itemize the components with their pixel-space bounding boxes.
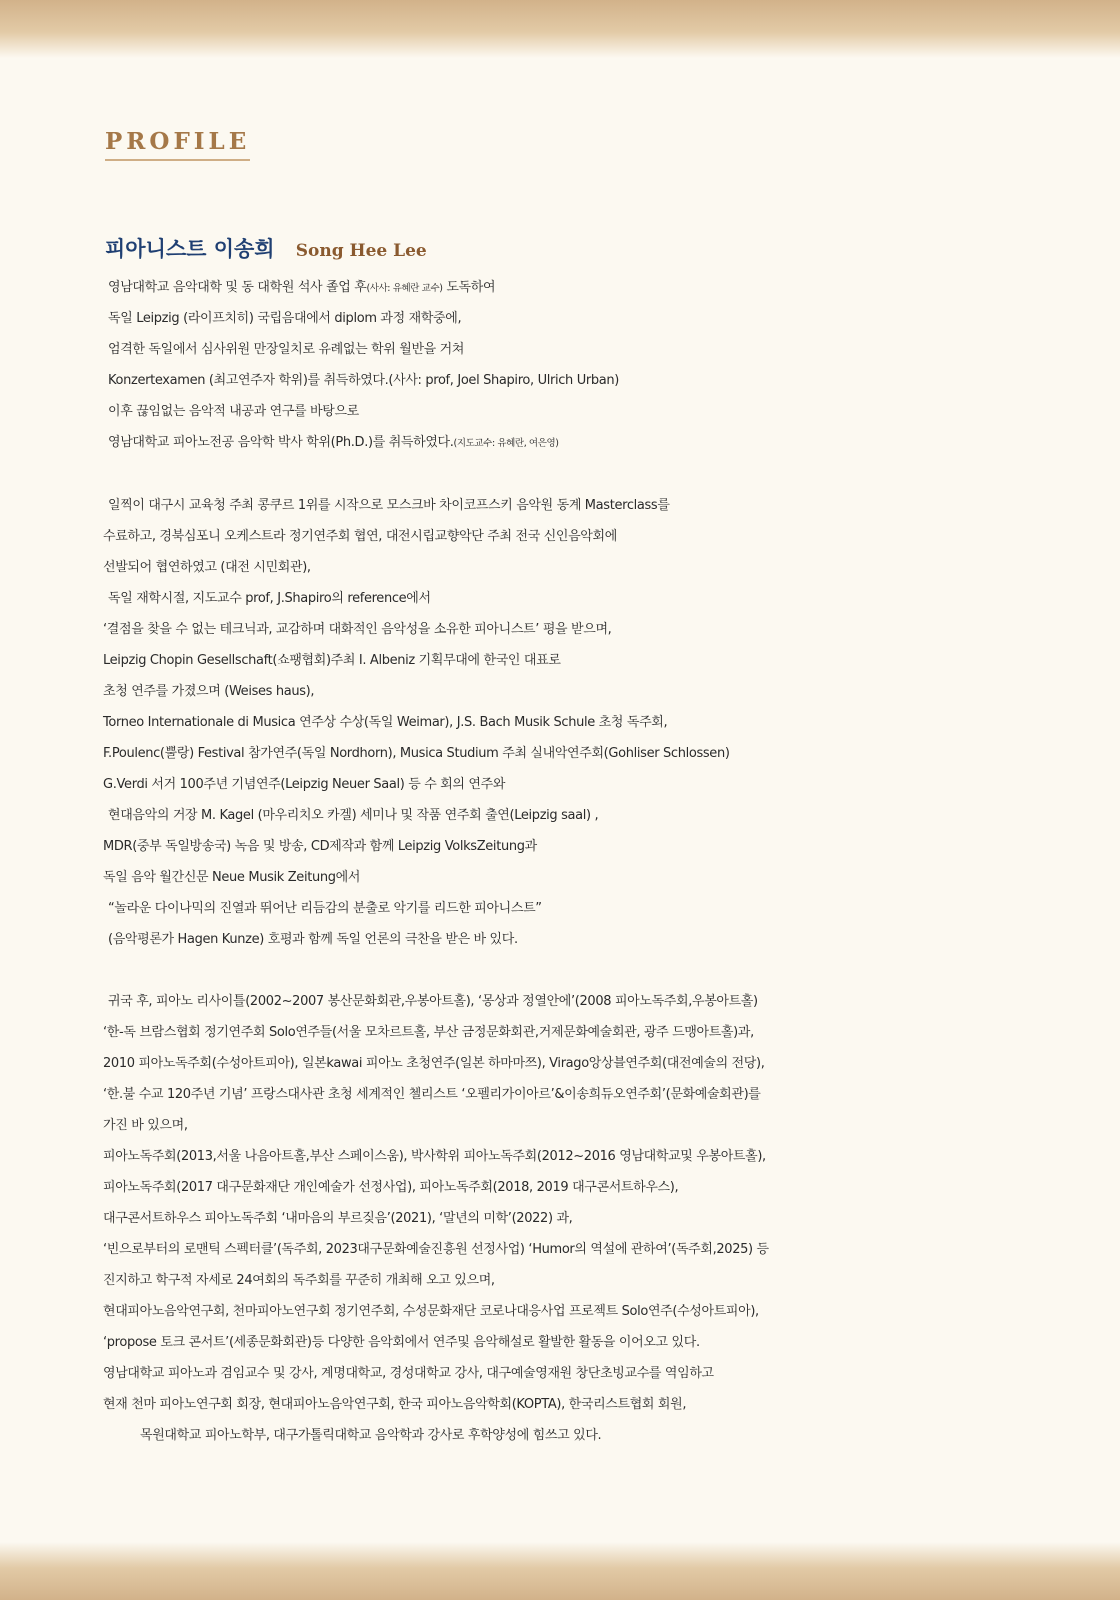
bio-line: (음악평론가 Hagen Kunze) 호평과 함께 독일 언론의 극찬을 받은 바 있다. bbox=[108, 932, 518, 947]
bio-line: Torneo Internationale di Musica 연주상 수상(독일 Weimar), J.S. Bach Musik Schule 초청 독주회, bbox=[103, 715, 668, 730]
top-decorative-band bbox=[0, 0, 1120, 58]
bio-line: ‘빈으로부터의 로맨틱 스펙터클’(독주회, 2023대구문화예술진흥원 선정사업) ‘Humor의 역설에 관하여’(독주회,2025) 등 bbox=[103, 1242, 769, 1257]
bio-line: 수료하고, 경북심포니 오케스트라 정기연주회 협연, 대전시립교향악단 주최 전국 신인음악회에 bbox=[103, 529, 617, 544]
bio-line: “놀라운 다이나믹의 진열과 뛰어난 리듬감의 분출로 악기를 리드한 피아니스트” bbox=[108, 901, 542, 916]
bio-line: ‘propose 토크 콘서트’(세종문화회관)등 다양한 음악회에서 연주및 음악해설로 활발한 활동을 이어오고 있다. bbox=[103, 1335, 700, 1350]
section-title: PROFILE bbox=[105, 128, 250, 161]
bio-line: 초청 연주를 가졌으며 (Weises haus), bbox=[103, 684, 315, 699]
bio-line: 귀국 후, 피아노 리사이틀(2002~2007 봉산문화회관,우봉아트홀), ‘몽상과 정열안에’(2008 피아노독주회,우봉아트홀) bbox=[108, 994, 758, 1009]
bio-line: 영남대학교 피아노전공 음악학 박사 학위(Ph.D.)를 취득하였다.(지도교수: 유혜란, 여은영) bbox=[108, 435, 559, 450]
bio-line: 현대피아노음악연구회, 천마피아노연구회 정기연주회, 수성문화재단 코로나대응사업 프로젝트 Solo연주(수성아트피아), bbox=[103, 1304, 759, 1319]
bio-line: 독일 음악 월간신문 Neue Musik Zeitung에서 bbox=[103, 870, 361, 885]
bio-line: 현재 천마 피아노연구회 회장, 현대피아노음악연구회, 한국 피아노음악학회(KOPTA), 한국리스트협회 회원, bbox=[103, 1397, 687, 1412]
name-korean: 피아니스트 이송희 bbox=[105, 237, 275, 261]
bio-line: F.Poulenc(뿔랑) Festival 참가연주(독일 Nordhorn), Musica Studium 주최 실내악연주회(Gohliser Schlossen) bbox=[103, 746, 730, 761]
bio-line: ‘결점을 찾을 수 없는 테크닉과, 교감하며 대화적인 음악성을 소유한 피아니스트’ 평을 받으며, bbox=[103, 622, 612, 637]
bio-line: 영남대학교 피아노과 겸임교수 및 강사, 계명대학교, 경성대학교 강사, 대구예술영재원 창단초빙교수를 역임하고 bbox=[103, 1366, 714, 1381]
performer-name bbox=[105, 226, 427, 264]
bio-line: 피아노독주회(2013,서울 나음아트홀,부산 스페이스움), 박사학위 피아노독주회(2012~2016 영남대학교및 우봉아트홀), bbox=[103, 1149, 766, 1164]
bio-line: 현대음악의 거장 M. Kagel (마우리치오 카겔) 세미나 및 작품 연주회 출연(Leipzig saal) , bbox=[108, 808, 599, 823]
bio-line: 선발되어 협연하였고 (대전 시민회관), bbox=[103, 560, 311, 575]
bio-line: G.Verdi 서거 100주년 기념연주(Leipzig Neuer Saal) 등 수 회의 연주와 bbox=[103, 777, 506, 792]
bio-line: 대구콘서트하우스 피아노독주회 ‘내마음의 부르짖음’(2021), ‘말년의 미학’(2022) 과, bbox=[103, 1211, 573, 1226]
bio-line: 엄격한 독일에서 심사위원 만장일치로 유례없는 학위 월반을 거쳐 bbox=[108, 342, 465, 357]
bio-line: ‘한-독 브람스협회 정기연주회 Solo연주들(서울 모차르트홀, 부산 금정문화회관,거제문화예술회관, 광주 드맹아트홀)과, bbox=[103, 1025, 754, 1040]
bio-line: 일찍이 대구시 교육청 주최 콩쿠르 1위를 시작으로 모스크바 차이코프스키 음악원 동계 Masterclass를 bbox=[108, 498, 670, 513]
bio-line: ‘한.불 수교 120주년 기념’ 프랑스대사관 초청 세계적인 첼리스트 ‘오펠리가이아르’&이송희듀오연주회’(문화예술회관)를 bbox=[103, 1087, 761, 1102]
bio-line: MDR(중부 독일방송국) 녹음 및 방송, CD제작과 함께 Leipzig VolksZeitung과 bbox=[103, 839, 537, 854]
bio-line: 2010 피아노독주회(수성아트피아), 일본kawai 피아노 초청연주(일본 하마마쯔), Virago앙상블연주회(대전예술의 전당), bbox=[103, 1056, 765, 1071]
bio-line: 가진 바 있으며, bbox=[103, 1118, 188, 1133]
bio-line: 피아노독주회(2017 대구문화재단 개인예술가 선정사업), 피아노독주회(2018, 2019 대구콘서트하우스), bbox=[103, 1180, 679, 1195]
bio-line: Leipzig Chopin Gesellschaft(쇼팽협회)주최 I. Albeniz 기획무대에 한국인 대표로 bbox=[103, 653, 561, 668]
bio-line: 독일 Leipzig (라이프치히) 국립음대에서 diplom 과정 재학중에, bbox=[108, 311, 462, 326]
bio-line: 이후 끊임없는 음악적 내공과 연구를 바탕으로 bbox=[108, 404, 359, 419]
name-english: Song Hee Lee bbox=[295, 241, 427, 261]
bio-line: 진지하고 학구적 자세로 24여회의 독주회를 꾸준히 개최해 오고 있으며, bbox=[103, 1273, 495, 1288]
bottom-decorative-band bbox=[0, 1542, 1120, 1600]
bio-line: Konzertexamen (최고연주자 학위)를 취득하였다.(사사: prof, Joel Shapiro, Ulrich Urban) bbox=[108, 373, 620, 388]
bio-line: 목원대학교 피아노학부, 대구가톨릭대학교 음악학과 강사로 후학양성에 힘쓰고 있다. bbox=[140, 1428, 602, 1443]
bio-line: 영남대학교 음악대학 및 동 대학원 석사 졸업 후(사사: 유혜란 교수) 도독하여 bbox=[108, 280, 496, 295]
bio-line: 독일 재학시절, 지도교수 prof, J.Shapiro의 reference에서 bbox=[108, 591, 431, 606]
